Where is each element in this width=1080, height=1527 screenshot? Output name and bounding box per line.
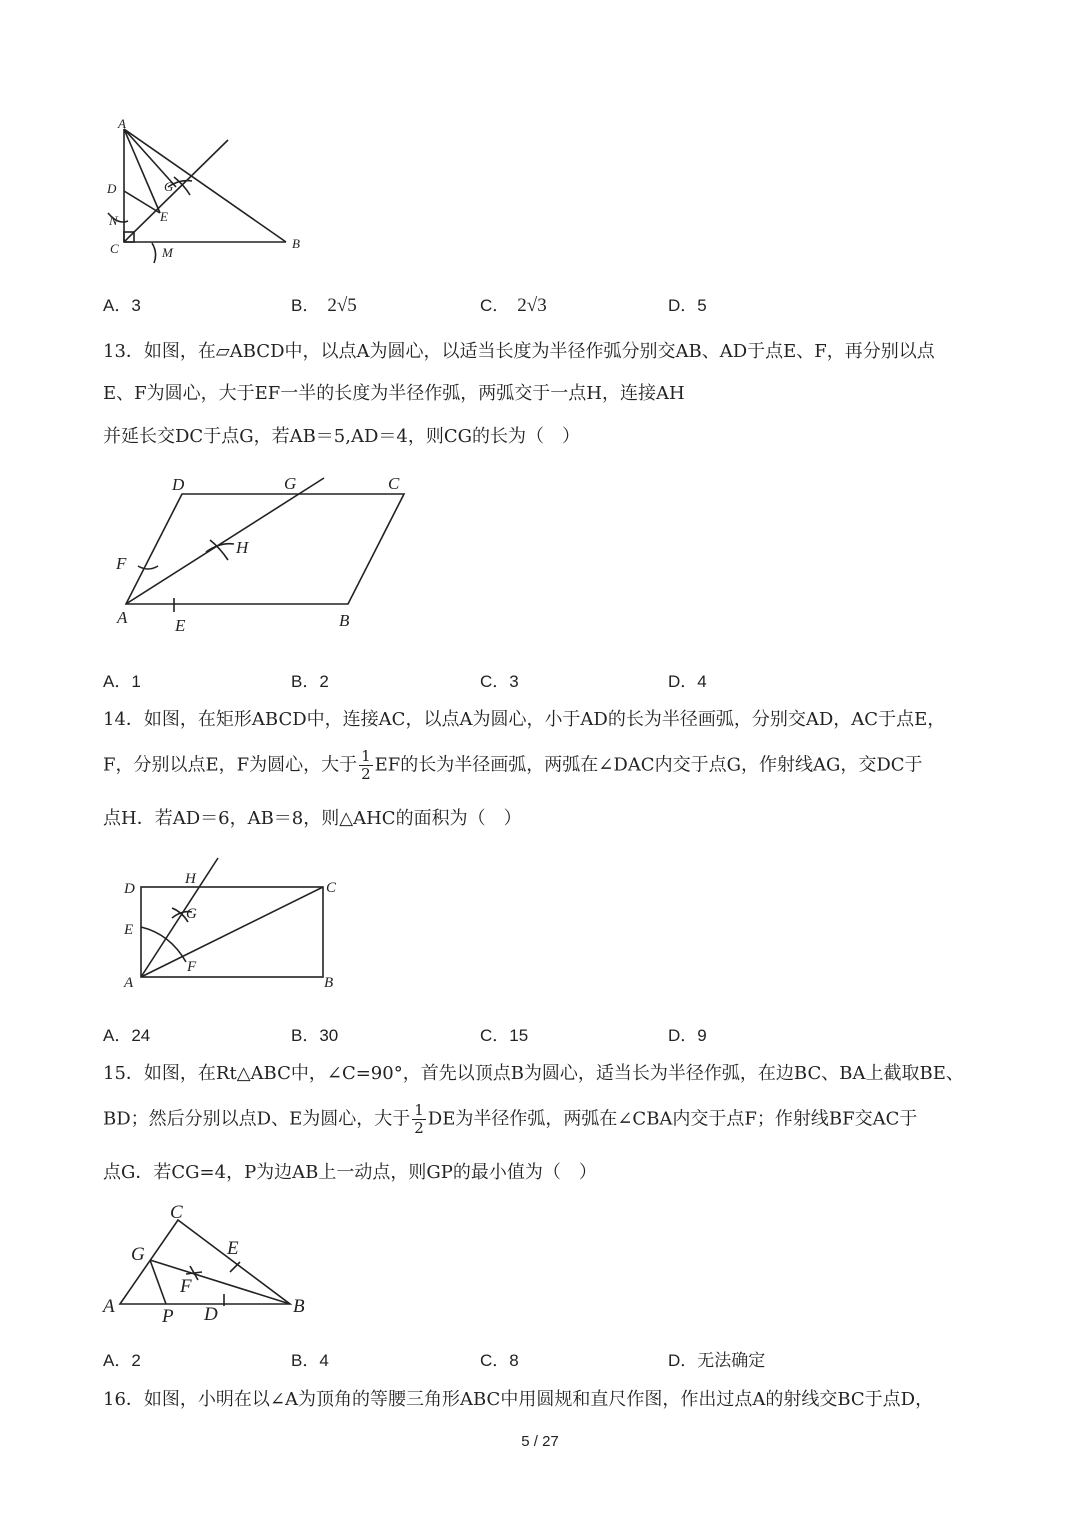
arc-m bbox=[152, 243, 156, 263]
q15-frac-num: 1 bbox=[414, 1101, 424, 1119]
label-a: A bbox=[118, 116, 126, 131]
label-c: C bbox=[326, 880, 337, 896]
label-c: C bbox=[388, 474, 400, 493]
ray-ag bbox=[141, 858, 218, 977]
q14-options bbox=[103, 1021, 1003, 1051]
figure-q13 bbox=[108, 470, 418, 640]
segment-gp bbox=[150, 1260, 166, 1304]
q14-frac-den: 2 bbox=[361, 765, 371, 783]
q14-fraction bbox=[359, 748, 373, 783]
label-e: E bbox=[227, 1238, 239, 1259]
q13-option-d[interactable]: D．4 bbox=[668, 672, 707, 691]
q12-options bbox=[103, 291, 1003, 321]
q14-option-d[interactable]: D．9 bbox=[668, 1026, 707, 1045]
label-d: D bbox=[204, 1304, 218, 1325]
label-e: E bbox=[160, 209, 168, 224]
q15-line2-a: BD；然后分别以点D、E为圆心，大于 bbox=[103, 1108, 411, 1130]
label-a: A bbox=[124, 975, 134, 991]
label-g: G bbox=[164, 179, 174, 194]
label-e: E bbox=[124, 922, 134, 938]
label-d: D bbox=[107, 181, 117, 196]
label-f: F bbox=[187, 959, 197, 975]
q14-option-a[interactable]: A．24 bbox=[103, 1026, 151, 1045]
label-a: A bbox=[117, 608, 128, 627]
label-h: H bbox=[185, 871, 196, 887]
label-g: G bbox=[131, 1244, 145, 1265]
q15-frac-den: 2 bbox=[414, 1119, 424, 1137]
diagonal-ac bbox=[141, 887, 323, 977]
q12-option-b-label: B． bbox=[291, 296, 320, 315]
q12-option-b[interactable] bbox=[291, 291, 357, 317]
label-c: C bbox=[110, 241, 119, 256]
label-b: B bbox=[293, 1296, 305, 1317]
q12-option-c-label: C． bbox=[480, 296, 510, 315]
q14-line2 bbox=[103, 748, 983, 783]
ray-ah bbox=[126, 478, 324, 604]
q15-option-b[interactable]: B．4 bbox=[291, 1351, 329, 1370]
label-f: F bbox=[116, 554, 127, 573]
q14-option-c[interactable]: C．15 bbox=[480, 1026, 529, 1045]
label-h: H bbox=[236, 538, 249, 557]
arc-h1 bbox=[210, 540, 228, 560]
q13-line1: 13．如图，在▱ABCD中，以点A为圆心，以适当长度为半径作弧分别交AB、AD于点E、F，再分别以点 bbox=[103, 341, 935, 362]
q12-option-a[interactable]: A．3 bbox=[103, 296, 141, 315]
figure-q14 bbox=[118, 852, 348, 997]
label-g: G bbox=[284, 474, 297, 493]
label-p: P bbox=[162, 1306, 174, 1327]
q12-option-b-value: 2√5 bbox=[327, 295, 357, 316]
q13-options bbox=[103, 667, 1003, 697]
q13-line3: 并延长交DC于点G，若AB＝5,AD＝4，则CG的长为（ ） bbox=[103, 426, 581, 447]
q16-line1: 16．如图，小明在以∠A为顶角的等腰三角形ABC中用圆规和直尺作图，作出过点A的射线交BC于点D， bbox=[103, 1389, 934, 1410]
ray-bg bbox=[150, 1260, 290, 1304]
figure-q12 bbox=[100, 115, 330, 270]
label-b: B bbox=[339, 611, 350, 630]
triangle-abc bbox=[120, 1220, 290, 1304]
label-c: C bbox=[170, 1202, 183, 1223]
label-b: B bbox=[324, 975, 334, 991]
label-d: D bbox=[124, 881, 135, 897]
arc-f bbox=[138, 566, 158, 569]
label-m: M bbox=[162, 245, 173, 260]
parallelogram-abcd bbox=[126, 494, 404, 604]
page-number: 5 / 27 bbox=[521, 1433, 559, 1450]
q15-option-a[interactable]: A．2 bbox=[103, 1351, 141, 1370]
figure-q15 bbox=[100, 1198, 320, 1328]
q13-option-b[interactable]: B．2 bbox=[291, 672, 329, 691]
q14-line1: 14．如图，在矩形ABCD中，连接AC，以点A为圆心，小于AD的长为半径画弧，分别交AD，AC于点E， bbox=[103, 709, 946, 730]
q13-line2: E、F为圆心，大于EF一半的长度为半径作弧，两弧交于一点H，连接AH bbox=[103, 383, 685, 404]
label-n: N bbox=[109, 213, 118, 228]
label-d: D bbox=[172, 475, 185, 494]
q12-option-c-value: 2√3 bbox=[517, 295, 547, 316]
q14-line2-b: EF的长为半径画弧，两弧在∠DAC内交于点G，作射线AG，交DC于 bbox=[374, 754, 923, 776]
q13-option-c[interactable]: C．3 bbox=[480, 672, 519, 691]
q15-line2 bbox=[103, 1102, 983, 1137]
label-b: B bbox=[292, 236, 300, 251]
label-e: E bbox=[175, 616, 186, 635]
q15-fraction bbox=[412, 1102, 426, 1137]
q12-option-c[interactable] bbox=[480, 291, 547, 317]
q12-option-d[interactable]: D．5 bbox=[668, 296, 707, 315]
q15-option-c[interactable]: C．8 bbox=[480, 1351, 519, 1370]
q15-options bbox=[103, 1346, 1003, 1376]
arc-ef bbox=[141, 927, 186, 962]
q15-line3: 点G．若CG=4，P为边AB上一动点，则GP的最小值为（ ） bbox=[103, 1162, 597, 1183]
q15-line1: 15．如图，在Rt△ABC中，∠C=90°，首先以顶点B为圆心，适当长为半径作弧，在边BC、BA上截取BE、 bbox=[103, 1063, 964, 1084]
q14-line3: 点H．若AD＝6，AB＝8，则△AHC的面积为（ ） bbox=[103, 808, 522, 829]
label-a: A bbox=[103, 1296, 115, 1317]
label-g: G bbox=[186, 906, 197, 922]
q15-line2-b: DE为半径作弧，两弧在∠CBA内交于点F；作射线BF交AC于 bbox=[427, 1108, 918, 1130]
q13-option-a[interactable]: A．1 bbox=[103, 672, 141, 691]
label-f: F bbox=[180, 1276, 192, 1297]
q14-option-b[interactable]: B．30 bbox=[291, 1026, 339, 1045]
q15-option-d[interactable]: D．无法确定 bbox=[668, 1351, 766, 1370]
q14-line2-a: F，分别以点E，F为圆心，大于 bbox=[103, 754, 358, 776]
q14-frac-num: 1 bbox=[361, 747, 371, 765]
